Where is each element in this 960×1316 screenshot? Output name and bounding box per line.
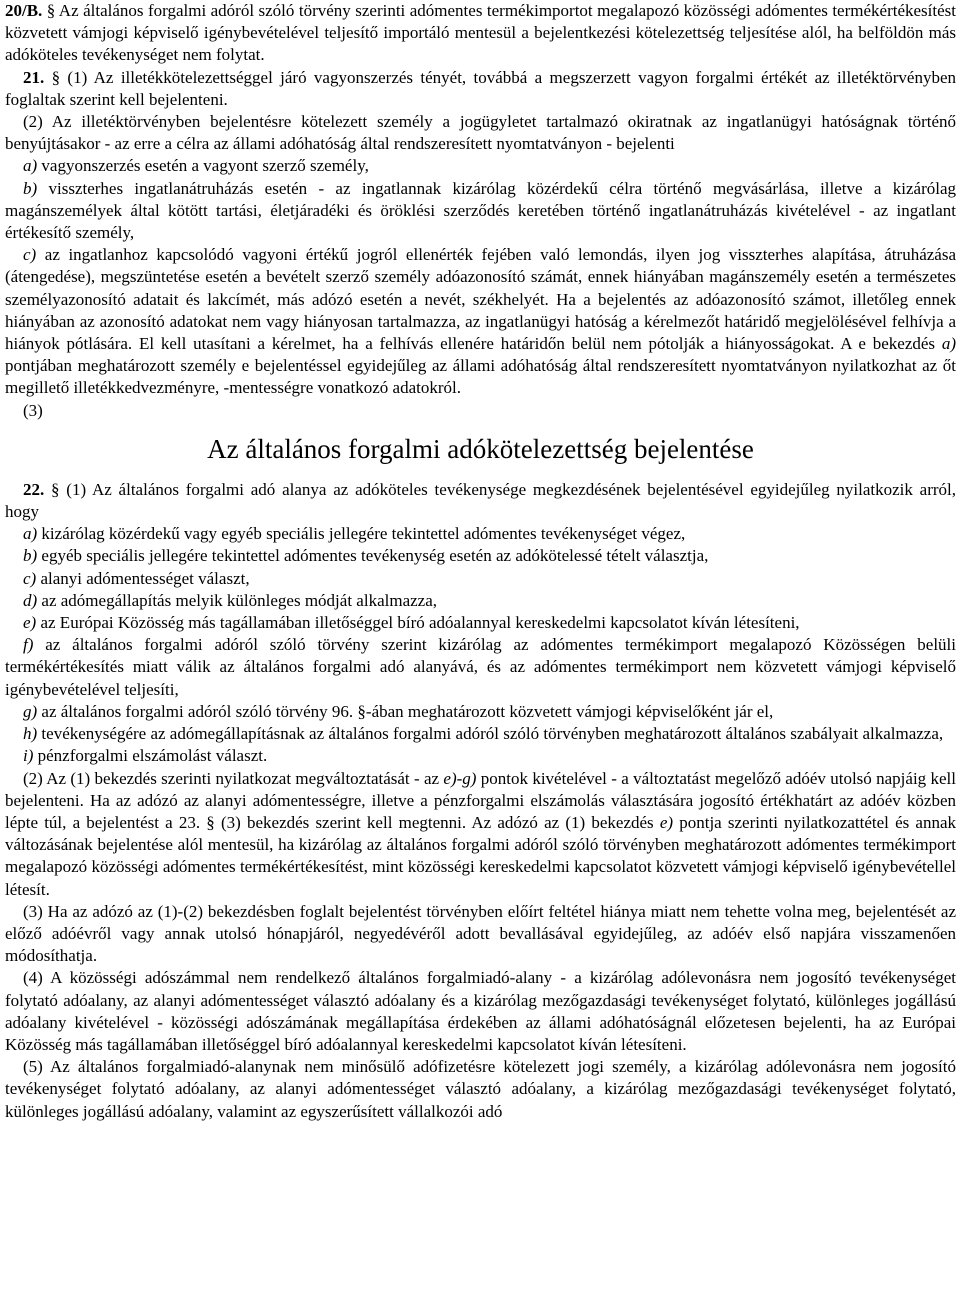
paragraph-22-1 bbox=[5, 479, 956, 523]
item-mark: f) bbox=[23, 635, 34, 655]
list-item-22-b bbox=[5, 545, 956, 567]
paragraph-21-3: (3) bbox=[23, 400, 43, 420]
item-text: kizárólag közérdekű vagy egyéb speciális jellegére tekintettel adómentes tevékenységet végez, bbox=[37, 524, 686, 544]
item-text: az Európai Közösség más tagállamában illetőséggel bíró adóalannyal kereskedelmi kapcsolatot kíván létesíteni, bbox=[36, 613, 800, 633]
paragraph-text: § Az általános forgalmi adóról szóló törvény szerinti adómentes termékimportot megalapozó közösségi adómentes termékértékesítést közvetett vámjogi képviselő igénybevételével teljesítő importáló mentesül a bejelentkezési kötelezettség teljesítése alól, ha belföldön más adóköteles tevékenységet nem folytat. bbox=[5, 1, 957, 65]
item-mark: a) bbox=[23, 156, 38, 176]
list-22-1 bbox=[5, 523, 956, 767]
list-item-21-b bbox=[5, 178, 956, 245]
item-text: vagyonszerzés esetén a vagyont szerző személy, bbox=[37, 156, 369, 176]
paragraph-text: (2) Az (1) bekezdés szerinti nyilatkozat megváltoztatását - az bbox=[23, 768, 444, 788]
list-item-21-a bbox=[5, 155, 956, 177]
item-ref: e)-g) bbox=[443, 768, 477, 788]
section-number: 20/B. bbox=[5, 1, 43, 20]
list-item-22-d bbox=[5, 590, 956, 612]
item-text: pénzforgalmi elszámolást választ. bbox=[33, 746, 268, 766]
section-number: 22. bbox=[23, 479, 45, 499]
paragraph-22-4: (4) A közösségi adószámmal nem rendelkező általános forgalmiadó-alany - a kizárólag adólevonásra nem jogosító tevékenységet folytató adóalany, az alanyi adómentességet választó adóalany és a kizárólag mezőgazdasági tevékenységet folytató, különleges jogállású adóalany kivételével - közösségi adószámának megállapítása érdekében az állami adóhatóságnál előzetesen bejelenti, ha az Európai Közösség más tagállamában illetőséggel bíró adóalannyal kereskedelmi kapcsolatot kíván létesíteni. bbox=[5, 968, 956, 1054]
paragraph-21-2: (2) Az illetéktörvényben bejelentésre kötelezett személy a jogügyletet tartalmazó okiratnak az ingatlanügyi hatóságnak történő benyújtásakor - az erre a célra az állami adóhatóság által rendszeresített nyomtatványon - bejelenti bbox=[5, 112, 956, 154]
item-mark: c) bbox=[23, 245, 37, 265]
item-mark: d) bbox=[23, 590, 38, 610]
item-text: pontjában meghatározott személy e bejelentéssel egyidejűleg az állami adóhatóság által rendszeresített nyomtatványon nyilatkozhat az őt megillető illetékkedvezményre, -mentességre vonatkozó adatokról. bbox=[5, 356, 956, 398]
item-mark: h) bbox=[23, 724, 38, 744]
item-mark: c) bbox=[23, 568, 37, 588]
list-item-22-g bbox=[5, 701, 956, 723]
item-text: visszterhes ingatlanátruházás esetén - az ingatlannak kizárólag közérdekű célra történő megvásárlása, illetve a kizárólag magánszemélyek által kötött tartási, életjáradéki és öröklési szerződés keretében történő ingatlanátruházás kivételével - az ingatlant értékesítő személy, bbox=[5, 178, 956, 243]
paragraph-20b bbox=[5, 0, 956, 67]
paragraph-22-5: (5) Az általános forgalmiadó-alanynak nem minősülő adófizetésre kötelezett jogi személy, a kizárólag adólevonásra nem jogosító tevékenységet folytató adóalany, az alanyi adómentességet választó adóalany, a kizárólag mezőgazdasági tevékenységet folytató, különleges jogállású adóalany, valamint az egyszerűsített vállalkozói adó bbox=[5, 1057, 956, 1121]
item-mark: e) bbox=[23, 613, 37, 633]
item-text: egyéb speciális jellegére tekintettel adómentes tevékenység esetén az adókötelessé tételt választja, bbox=[37, 546, 709, 566]
item-mark: b) bbox=[23, 178, 38, 198]
section-number: 21. bbox=[23, 67, 45, 87]
list-item-22-e bbox=[5, 612, 956, 634]
item-mark: a) bbox=[23, 524, 38, 544]
item-ref: e) bbox=[659, 812, 674, 832]
item-text: az adómegállapítás melyik különleges módját alkalmazza, bbox=[37, 590, 437, 610]
list-item-21-c bbox=[5, 244, 956, 399]
paragraph-text: § (1) Az általános forgalmi adó alanya az adóköteles tevékenysége megkezdésének bejelentésével egyidejűleg nyilatkozik arról, hogy bbox=[5, 479, 957, 522]
item-mark: g) bbox=[23, 701, 38, 721]
paragraph-22-2 bbox=[5, 768, 956, 901]
item-mark: b) bbox=[23, 546, 38, 566]
section-heading: Az általános forgalmi adókötelezettség bejelentése bbox=[207, 433, 754, 464]
item-text: alanyi adómentességet választ, bbox=[36, 568, 250, 588]
paragraph-text: pontok kivételével - a változtatást megelőző adóév utolsó napjáig kell bejelenteni. Ha az adózó az alanyi adómentességre, illetve a pénzforgalmi elszámolás választására jogosító értékhatárt az adóév közben lépte túl, a bejelentést a 23. § (3) bekezdés szerint kell megtenni. Az adózó az (1) bekezdés bbox=[5, 768, 956, 832]
list-item-22-i bbox=[5, 745, 956, 767]
item-text: az ingatlanhoz kapcsolódó vagyoni értékű jogról ellenérték fejében való lemondás, ilyen jog visszterhes alapítása, átruházása (átengedése), megszüntetése esetén a bevételt szerző személy adóazonosító számát, ennek hiányában magánszemély esetén a természetes személyazonosító adatait és lakcímét, más adózó esetén a nevét, székhelyét. Ha a bejelentés az adóazonosító számot, illetőleg ennek hiányában az azonosító adatokat nem vagy hiányosan tartalmazza, az ingatlanügyi hatóság a kérelmezőt határidő megjelölésével felhívja a hiányok pótlására. El kell utasítani a kérelmet, ha a felhívás ellenére határidőn belül nem pótolják a hiányosságokat. A e bekezdés bbox=[5, 245, 956, 354]
item-text: az általános forgalmi adóról szóló törvény 96. §-ában meghatározott közvetett vámjogi képviselőként jár el, bbox=[37, 701, 774, 721]
paragraph-22-3: (3) Ha az adózó az (1)-(2) bekezdésben foglalt bejelentést törvényben előírt feltétel hiánya miatt nem tehette volna meg, bejelentését az előző adóévről vagy annak utolsó hónapjáról, negyedévéről adott bevallásával egyidejűleg, az adóév első napjára visszamenően módosíthatja. bbox=[5, 901, 956, 966]
paragraph-21-1 bbox=[5, 67, 956, 111]
list-item-22-f bbox=[5, 634, 956, 701]
item-text: tevékenységére az adómegállapításnak az általános forgalmi adóról szóló törvényben meghatározott általános szabályait alkalmazza, bbox=[37, 724, 944, 744]
list-item-22-c bbox=[5, 568, 956, 590]
list-item-22-a bbox=[5, 523, 956, 545]
item-ref: a) bbox=[941, 334, 956, 354]
paragraph-text: § (1) Az illetékkötelezettséggel járó vagyonszerzés tényét, továbbá a megszerzett vagyon forgalmi értékét az illetéktörvényben foglaltak szerint kell bejelenteni. bbox=[5, 67, 956, 109]
item-mark: i) bbox=[23, 746, 34, 766]
list-item-22-h bbox=[5, 723, 956, 745]
paragraph-text: pontja szerinti nyilatkozattétel és annak változásának bejelentése alól mentesül, ha kizárólag az általános forgalmi adóról szóló törvényben meghatározott adómentes termékimport megalapozó közösségi adómentes termékértékesítést, mint közösségi kereskedelmi kapcsolatot közvetett vámjogi képviselő igénybevétellel létesít. bbox=[5, 812, 956, 899]
item-text: az általános forgalmi adóról szóló törvény szerint kizárólag az adómentes termékimport megalapozó Közösségen belüli termékértékesítés miatt válik az általános forgalmi adó alanyává, és az adómentes termékimport nem közvetett vámjogi képviselő igénybevételével teljesíti, bbox=[5, 635, 956, 699]
